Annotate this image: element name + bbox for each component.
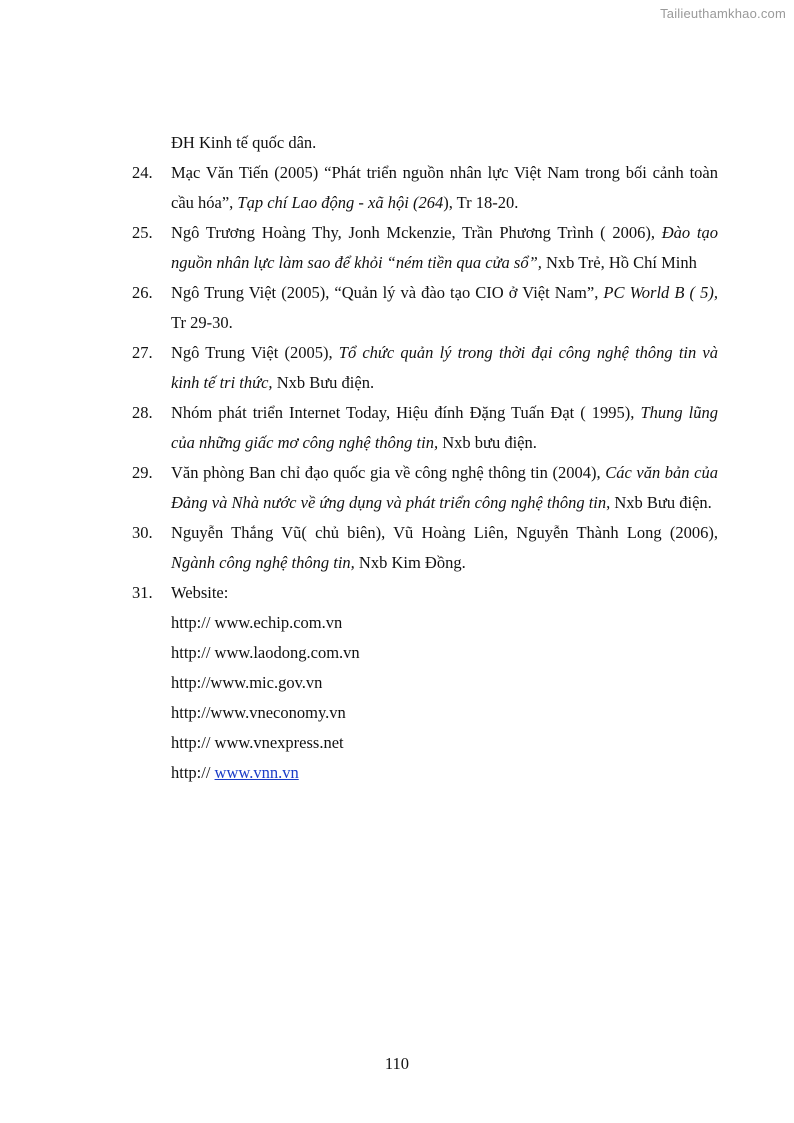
entry-text [171, 458, 718, 518]
continuation-line: ĐH Kinh tế quốc dân. [171, 133, 317, 152]
entry-title-italic: PC World B ( 5), [603, 283, 718, 302]
entry-title-italic: Thung lũng của những giấc mơ công nghệ thông tin, [171, 403, 718, 452]
reference-entry [132, 278, 718, 338]
entry-text-part: Nguyễn Thắng Vũ( chủ biên), Vũ Hoàng Liên, Nguyễn Thành Long (2006), [171, 523, 718, 542]
entry-number: 26. [132, 283, 153, 302]
reference-entry [132, 458, 718, 518]
reference-entry [132, 518, 718, 578]
reference-entry [132, 398, 718, 458]
entry-text-part: Nxb Kim Đồng. [354, 553, 466, 572]
entry-title-italic: Tổ chức quản lý trong thời đại công nghệ thông tin và kinh tế tri thức, [171, 343, 718, 392]
reference-entry [132, 218, 718, 278]
website-label: Website: [171, 583, 229, 602]
entry-text-part: Văn phòng Ban chỉ đạo quốc gia về công nghệ thông tin (2004), [171, 463, 606, 482]
entry-text-part: Mạc Văn Tiến (2005) “Phát triển nguồn nhân lực Việt Nam trong bối cảnh toàn cầu hóa”, [171, 163, 718, 212]
entry-number: 25. [132, 223, 153, 242]
references-list [132, 128, 718, 788]
website-url: http:// www.vnexpress.net [171, 733, 344, 752]
entry-text [171, 158, 718, 218]
website-url: http://www.mic.gov.vn [171, 673, 323, 692]
website-url-last [132, 758, 718, 788]
reference-entries [132, 158, 718, 578]
page-number: 110 [384, 1054, 410, 1073]
entry-text-part: Ngô Trung Việt (2005), “Quản lý và đào tạo CIO ở Việt Nam”, [171, 283, 604, 302]
entry-number: 29. [132, 463, 153, 482]
entry-title-italic: Đào tạo nguồn nhân lực làm sao để khỏi “ném tiền qua cửa sổ”, [171, 223, 718, 272]
website-url: http://www.vneconomy.vn [171, 703, 346, 722]
entry-text-part: Nxb Trẻ, Hồ Chí Minh [541, 253, 697, 272]
vnn-link[interactable]: www.vnn.vn [214, 763, 299, 782]
website-url: http:// www.laodong.com.vn [171, 643, 360, 662]
website-url-list [132, 608, 718, 758]
watermark: Tailieuthamkhao.com [660, 6, 786, 21]
entry-number: 31. [132, 583, 153, 602]
entry-number: 27. [132, 343, 153, 362]
entry-text-part: , Nxb Bưu điện. [606, 493, 712, 512]
entry-number: 28. [132, 403, 153, 422]
entry-text [171, 278, 718, 338]
entry-number: 24. [132, 163, 153, 182]
reference-entry [132, 338, 718, 398]
entry-text-part: Tr 29-30. [171, 313, 233, 332]
entry-text-part: Nxb bưu điện. [438, 433, 537, 452]
reference-entry [132, 158, 718, 218]
entry-text-part: Nxb Bưu điện. [272, 373, 375, 392]
url-prefix: http:// [171, 763, 215, 782]
entry-text [171, 338, 718, 398]
entry-text [171, 218, 718, 278]
entry-text-part: Ngô Trương Hoàng Thy, Jonh Mckenzie, Trần Phương Trình ( 2006), [171, 223, 662, 242]
entry-text [171, 518, 718, 578]
entry-title-italic: Tạp chí Lao động - xã hội (264 [237, 193, 444, 212]
entry-text [171, 398, 718, 458]
entry-text-part: Ngô Trung Việt (2005), [171, 343, 339, 362]
reference-entry-website [132, 578, 718, 608]
entry-number: 30. [132, 523, 153, 542]
entry-text-part: Nhóm phát triển Internet Today, Hiệu đính Đặng Tuấn Đạt ( 1995), [171, 403, 641, 422]
website-url: http:// www.echip.com.vn [171, 613, 343, 632]
entry-text-part: ), Tr 18-20. [443, 193, 519, 212]
entry-title-italic: Các văn bản của Đảng và Nhà nước về ứng dụng và phát triển công nghệ thông tin [171, 463, 718, 512]
entry-title-italic: Ngành công nghệ thông tin, [171, 553, 355, 572]
